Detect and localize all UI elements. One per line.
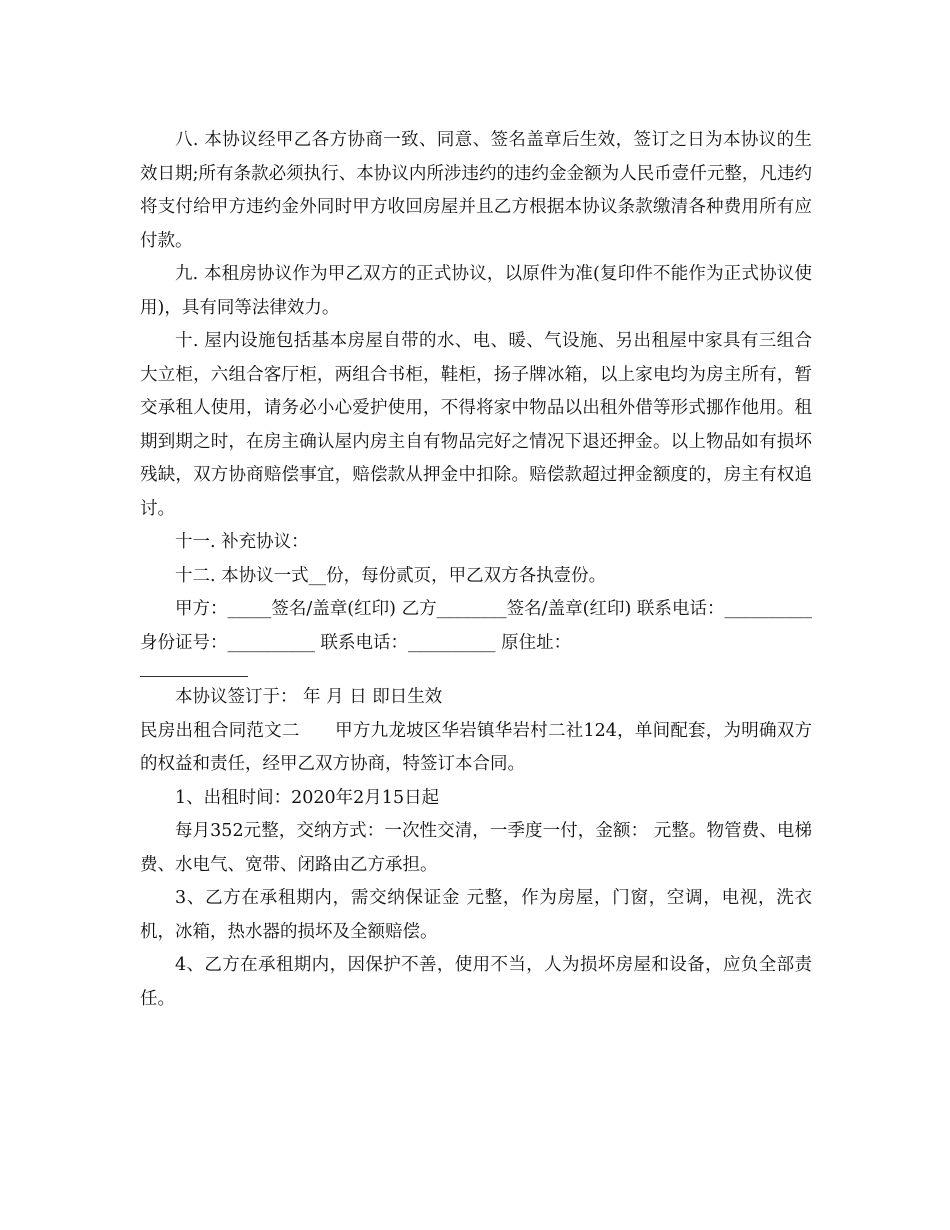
clause-10: 十. 屋内设施包括基本房屋自带的水、电、暖、气设施、另出租屋中家具有三组合大立柜，六组合客厅柜，两组合书柜，鞋柜，扬子牌冰箱，以上家电均为房主所有，暂交承租人使用，请务必小心爱护使用，不得将家中物品以出租外借等形式挪作他用。租期到期之时，在房主确认屋内房主自有物品完好之情况下退还押金。以上物品如有损坏残缺，双方协商赔偿事宜，赔偿款从押金中扣除。赔偿款超过押金额度的，房主有权追讨。: [140, 331, 812, 519]
clause-8: 八. 本协议经甲乙各方协商一致、同意、签名盖章后生效，签订之日为本协议的生效日期;所有条款必须执行、本协议内所涉违约的违约金金额为人民币壹仟元整，凡违约将支付给甲方违约金外同时甲方收回房屋并且乙方根据本协议条款缴清各种费用所有应付款。: [140, 130, 812, 251]
contract-two-item-2: 每月352元整，交纳方式：一次性交清，一季度一付，金额： 元整。物管费、电梯费、水电气、宽带、闭路由乙方承担。: [140, 821, 812, 875]
contract-two-item-4: 4、乙方在承租期内，因保护不善，使用不当，人为损坏房屋和设备，应负全部责任。: [140, 955, 812, 1009]
document-page: [140, 124, 812, 1016]
contract-two-intro: 民房出租合同范文二 甲方九龙坡区华岩镇华岩村二社124，单间配套，为明确双方的权益和责任，经甲乙双方协商，特签订本合同。: [140, 720, 812, 774]
clause-12: 十二. 本协议一式__份，每份贰页，甲乙双方各执壹份。: [175, 565, 607, 586]
address-blank-line: [140, 662, 248, 677]
contract-two-item-1: 1、出租时间：2020年2月15日起: [175, 787, 440, 808]
signed-date: 本协议签订于： 年 月 日 即日生效: [175, 687, 443, 707]
contract-two-item-3: 3、乙方在承租期内，需交纳保证金 元整，作为房屋，门窗，空调，电视，洗衣机，冰箱，热水器的损坏及全额赔偿。: [140, 888, 812, 942]
clause-11: 十一. 补充协议：: [175, 532, 309, 552]
clause-9: 九. 本租房协议作为甲乙双方的正式协议，以原件为准(复印件不能作为正式协议使用)，具有同等法律效力。: [140, 264, 812, 318]
signature-block: 甲方：_____签名/盖章(红印) 乙方________签名/盖章(红印) 联系电话：__________ 身份证号：__________ 联系电话：__________ 原住址：: [140, 599, 812, 653]
